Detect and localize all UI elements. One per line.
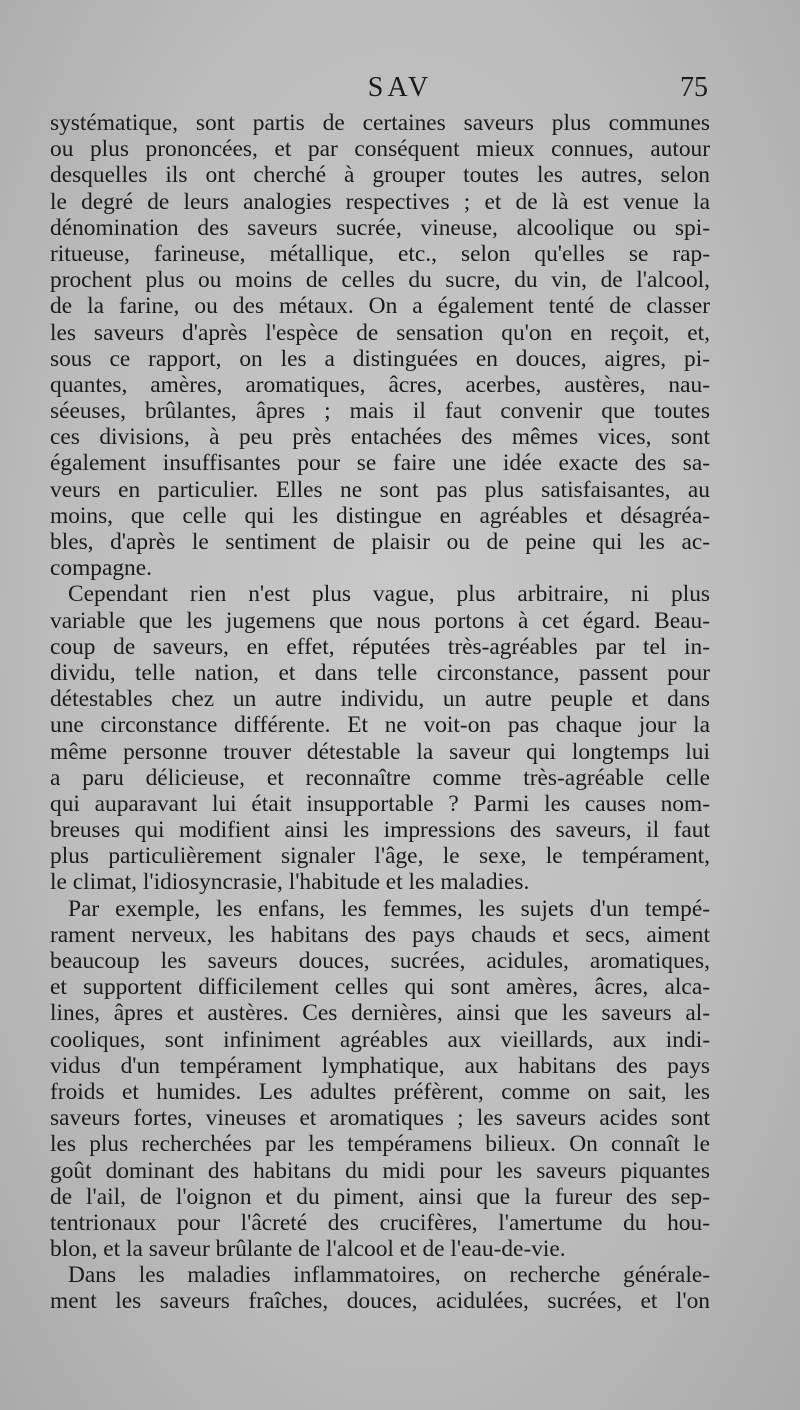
text-line: tentrionaux pour l'âcreté des crucifères, l'amertume du hou- xyxy=(50,1209,710,1236)
text-line: a paru délicieuse, et reconnaître comme très-agréable celle xyxy=(50,764,710,791)
text-line: bles, d'après le sentiment de plaisir ou de peine qui les ac- xyxy=(50,529,710,555)
text-line: cooliques, sont infiniment agréables aux vieillards, aux indi- xyxy=(50,1026,710,1053)
text-line: froids et humides. Les adultes préfèrent, comme on sait, les xyxy=(50,1078,710,1105)
text-line: Par exemple, les enfans, les femmes, les sujets d'un tempé- xyxy=(68,895,710,922)
text-line: ou plus prononcées, et par conséquent mieux connues, autour xyxy=(50,136,710,163)
text-line: ces divisions, à peu près entachées des mêmes vices, sont xyxy=(50,424,710,451)
text-line: dénomination des saveurs sucrée, vineuse, alcoolique ou spi- xyxy=(50,214,710,241)
text-line: rament nerveux, les habitans des pays chauds et secs, aiment xyxy=(50,921,710,948)
text-line: vidus d'un tempérament lymphatique, aux habitans des pays xyxy=(50,1052,710,1079)
text-line: breuses qui modifient ainsi les impressions des saveurs, il faut xyxy=(50,817,710,844)
page-header xyxy=(0,72,800,112)
text-line: une circonstance différente. Et ne voit-on pas chaque jour la xyxy=(50,712,710,739)
text-line: variable que les jugemens que nous portons à cet égard. Beau- xyxy=(50,607,710,634)
text-line: dividu, telle nation, et dans telle circonstance, passent pour xyxy=(50,659,710,686)
text-line: beaucoup les saveurs douces, sucrées, acidules, aromatiques, xyxy=(50,948,710,974)
text-line: Dans les maladies inflammatoires, on recherche générale- xyxy=(68,1262,710,1289)
text-line: plus particulièrement signaler l'âge, le sexe, le tempérament, xyxy=(50,843,710,870)
text-line: Cependant rien n'est plus vague, plus arbitraire, ni plus xyxy=(68,581,710,608)
text-line: de la farine, ou des métaux. On a également tenté de classer xyxy=(50,293,710,320)
text-line: séeuses, brûlantes, âpres ; mais il faut convenir que toutes xyxy=(50,398,710,425)
text-line: goût dominant des habitans du midi pour les saveurs piquantes xyxy=(50,1157,710,1184)
text-line: ritueuse, farineuse, métallique, etc., selon qu'elles se rap- xyxy=(50,240,710,267)
text-line: le degré de leurs analogies respectives ; et de là est venue la xyxy=(50,188,710,215)
text-line: saveurs fortes, vineuses et aromatiques ; les saveurs acides sont xyxy=(50,1105,710,1132)
text-line: coup de saveurs, en effet, réputées très-agréables par tel in- xyxy=(50,633,710,660)
text-line: blon, et la saveur brûlante de l'alcool et de l'eau-de-vie. xyxy=(50,1236,566,1263)
text-line: ment les saveurs fraîches, douces, acidulées, sucrées, et l'on xyxy=(50,1288,710,1315)
running-head: SAV xyxy=(367,72,433,103)
text-line: également insuffisantes pour se faire une idée exacte des sa- xyxy=(50,450,710,477)
text-line: sous ce rapport, on les a distinguées en douces, aigres, pi- xyxy=(50,345,710,372)
text-line: qui auparavant lui était insupportable ? Parmi les causes nom- xyxy=(50,790,710,817)
text-line: détestables chez un autre individu, un autre peuple et dans xyxy=(50,686,710,713)
text-line: desquelles ils ont cherché à grouper toutes les autres, selon xyxy=(50,162,710,189)
text-line: veurs en particulier. Elles ne sont pas plus satisfaisantes, au xyxy=(50,476,710,503)
body-text xyxy=(50,110,710,1315)
text-line: prochent plus ou moins de celles du sucre, du vin, de l'alcool, xyxy=(50,267,710,294)
page-number: 75 xyxy=(680,72,708,103)
text-line: le climat, l'idiosyncrasie, l'habitude et les maladies. xyxy=(50,869,530,896)
text-line: quantes, amères, aromatiques, âcres, acerbes, austères, nau- xyxy=(50,371,710,398)
text-line: les plus recherchées par les tempéramens bilieux. On connaît le xyxy=(50,1131,710,1158)
text-line: même personne trouver détestable la saveur qui longtemps lui xyxy=(50,738,710,765)
text-line: de l'ail, de l'oignon et du piment, ainsi que la fureur des sep- xyxy=(50,1183,710,1210)
text-line: lines, âpres et austères. Ces dernières, ainsi que les saveurs al- xyxy=(50,1000,710,1027)
text-line: moins, que celle qui les distingue en agréables et désagréa- xyxy=(50,502,710,529)
text-line: systématique, sont partis de certaines saveurs plus communes xyxy=(50,110,710,136)
text-line: compagne. xyxy=(50,555,152,582)
text-line: et supportent difficilement celles qui sont amères, âcres, alca- xyxy=(50,974,710,1001)
text-line: les saveurs d'après l'espèce de sensation qu'on en reçoit, et, xyxy=(50,319,710,346)
